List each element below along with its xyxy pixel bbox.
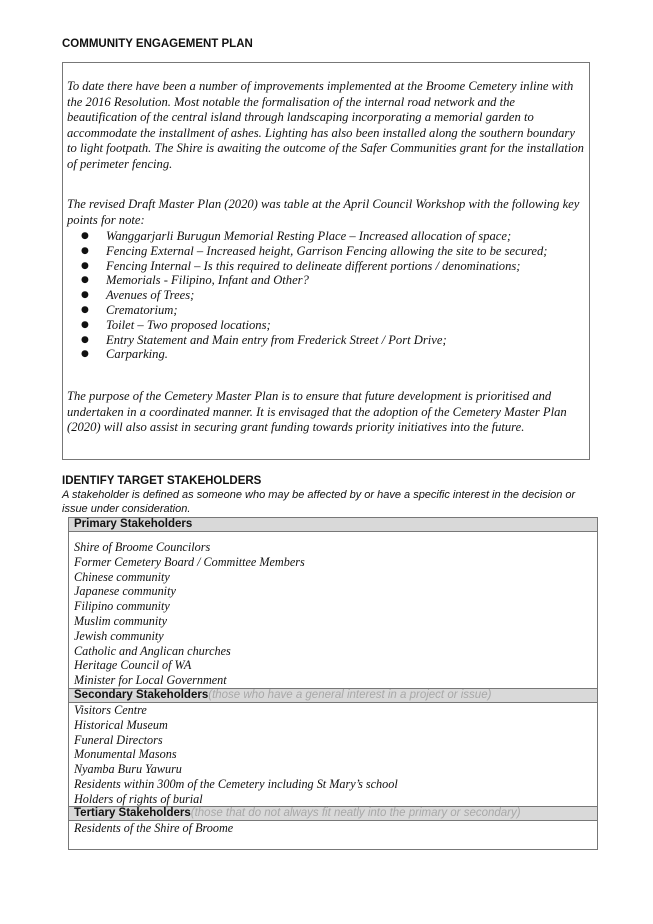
- key-point-item: [81, 318, 587, 333]
- key-point-item: [81, 244, 587, 259]
- tertiary-stakeholders-list: [74, 821, 594, 836]
- primary-stakeholders-label: Primary Stakeholders: [74, 518, 193, 530]
- background-paragraph: To date there have been a number of improvements implemented at the Broome Cemetery inline with the 2016 Resolution. Most notable the formalisation of the internal road network and the beautification of the central island through landscaping incorporating a memorial garden to accommodate the installment of ashes. Lighting has also been installed along the southern boundary to light footpath. The Shire is awaiting the outcome of the Safer Communities grant for the installation of perimeter fencing.: [67, 79, 584, 171]
- primary-stakeholder-item: Filipino community: [74, 599, 170, 614]
- tertiary-stakeholders-note: (those that do not always fit neatly into the primary or secondary): [190, 807, 521, 819]
- bullet-icon: ●: [81, 245, 89, 256]
- primary-stakeholders-list: [74, 540, 594, 688]
- secondary-stakeholder-item: Funeral Directors: [74, 732, 163, 747]
- secondary-stakeholders-list: [74, 703, 594, 807]
- bullet-icon: ●: [81, 290, 89, 301]
- key-point-item: [81, 347, 587, 362]
- key-point-item: [81, 303, 587, 318]
- stakeholder-definition: A stakeholder is defined as someone who may be affected by or have a specific interest in the decision or issue under consideration.: [62, 489, 576, 515]
- key-point-text: Wanggarjarli Burugun Memorial Resting Place – Increased allocation of space;: [106, 229, 512, 243]
- bullet-icon: ●: [81, 231, 89, 241]
- bullet-icon: ●: [81, 349, 89, 360]
- primary-stakeholder-item: Minister for Local Government: [74, 673, 227, 688]
- secondary-stakeholders-label: Secondary Stakeholders: [74, 689, 209, 701]
- secondary-stakeholders-note: (those who have a general interest in a project or issue): [208, 689, 492, 701]
- stakeholders-table: [68, 517, 598, 850]
- secondary-stakeholder-item: Historical Museum: [74, 717, 168, 732]
- secondary-stakeholder-item: Nyamba Buru Yawuru: [74, 762, 182, 777]
- key-point-text: Fencing Internal – Is this required to delineate different portions / denominations;: [106, 258, 521, 273]
- primary-stakeholder-item: Japanese community: [74, 584, 176, 599]
- primary-stakeholder-item: Jewish community: [74, 628, 164, 643]
- key-point-text: Avenues of Trees;: [106, 288, 195, 303]
- primary-stakeholders-header: [69, 517, 597, 532]
- tertiary-stakeholders-header: [69, 806, 597, 821]
- key-points-list: [81, 229, 587, 362]
- primary-stakeholder-item: Shire of Broome Councilors: [74, 540, 211, 554]
- bullet-icon: ●: [81, 275, 89, 286]
- primary-stakeholder-item: Heritage Council of WA: [74, 658, 192, 673]
- bullet-icon: ●: [81, 319, 89, 330]
- secondary-stakeholder-item: Residents within 300m of the Cemetery including St Mary’s school: [74, 776, 398, 791]
- bullet-icon: ●: [81, 334, 89, 345]
- key-point-text: Carparking.: [106, 347, 168, 362]
- master-plan-paragraph: The revised Draft Master Plan (2020) was table at the April Council Workshop with the following key points for note:: [67, 197, 580, 227]
- tertiary-stakeholders-label: Tertiary Stakeholders: [74, 807, 191, 819]
- bullet-icon: ●: [81, 260, 89, 271]
- primary-stakeholder-item: Catholic and Anglican churches: [74, 643, 231, 658]
- key-point-text: Toilet – Two proposed locations;: [106, 317, 271, 332]
- secondary-stakeholder-item: Monumental Masons: [74, 747, 177, 762]
- background-box: [62, 62, 590, 460]
- purpose-paragraph: The purpose of the Cemetery Master Plan is to ensure that future development is prioritised and undertaken in a coordinated manner. It is envisaged that the adoption of the Cemetery Master Plan (2020) will also assist in securing grant funding towards priority initiatives into the future.: [67, 389, 567, 435]
- secondary-stakeholders-header: [69, 688, 597, 703]
- primary-stakeholder-item: Former Cemetery Board / Committee Members: [74, 554, 305, 569]
- stakeholders-heading: IDENTIFY TARGET STAKEHOLDERS: [62, 475, 262, 487]
- key-point-text: Entry Statement and Main entry from Frederick Street / Port Drive;: [106, 332, 447, 347]
- key-point-item: [81, 333, 587, 348]
- page-title: COMMUNITY ENGAGEMENT PLAN: [62, 38, 253, 50]
- secondary-stakeholder-item: Holders of rights of burial: [74, 791, 203, 806]
- key-point-text: Crematorium;: [106, 302, 178, 317]
- secondary-stakeholder-item: Visitors Centre: [74, 703, 147, 717]
- primary-stakeholder-item: Chinese community: [74, 569, 170, 584]
- key-point-text: Memorials - Filipino, Infant and Other?: [106, 273, 309, 288]
- primary-stakeholder-item: Muslim community: [74, 613, 168, 628]
- key-point-item: [81, 273, 587, 288]
- key-point-item: [81, 288, 587, 303]
- key-point-text: Fencing External – Increased height, Garrison Fencing allowing the site to be secured;: [106, 243, 548, 258]
- key-point-item: [81, 229, 587, 244]
- bullet-icon: ●: [81, 304, 89, 315]
- key-point-item: [81, 259, 587, 274]
- tertiary-stakeholder-item: Residents of the Shire of Broome: [74, 821, 234, 835]
